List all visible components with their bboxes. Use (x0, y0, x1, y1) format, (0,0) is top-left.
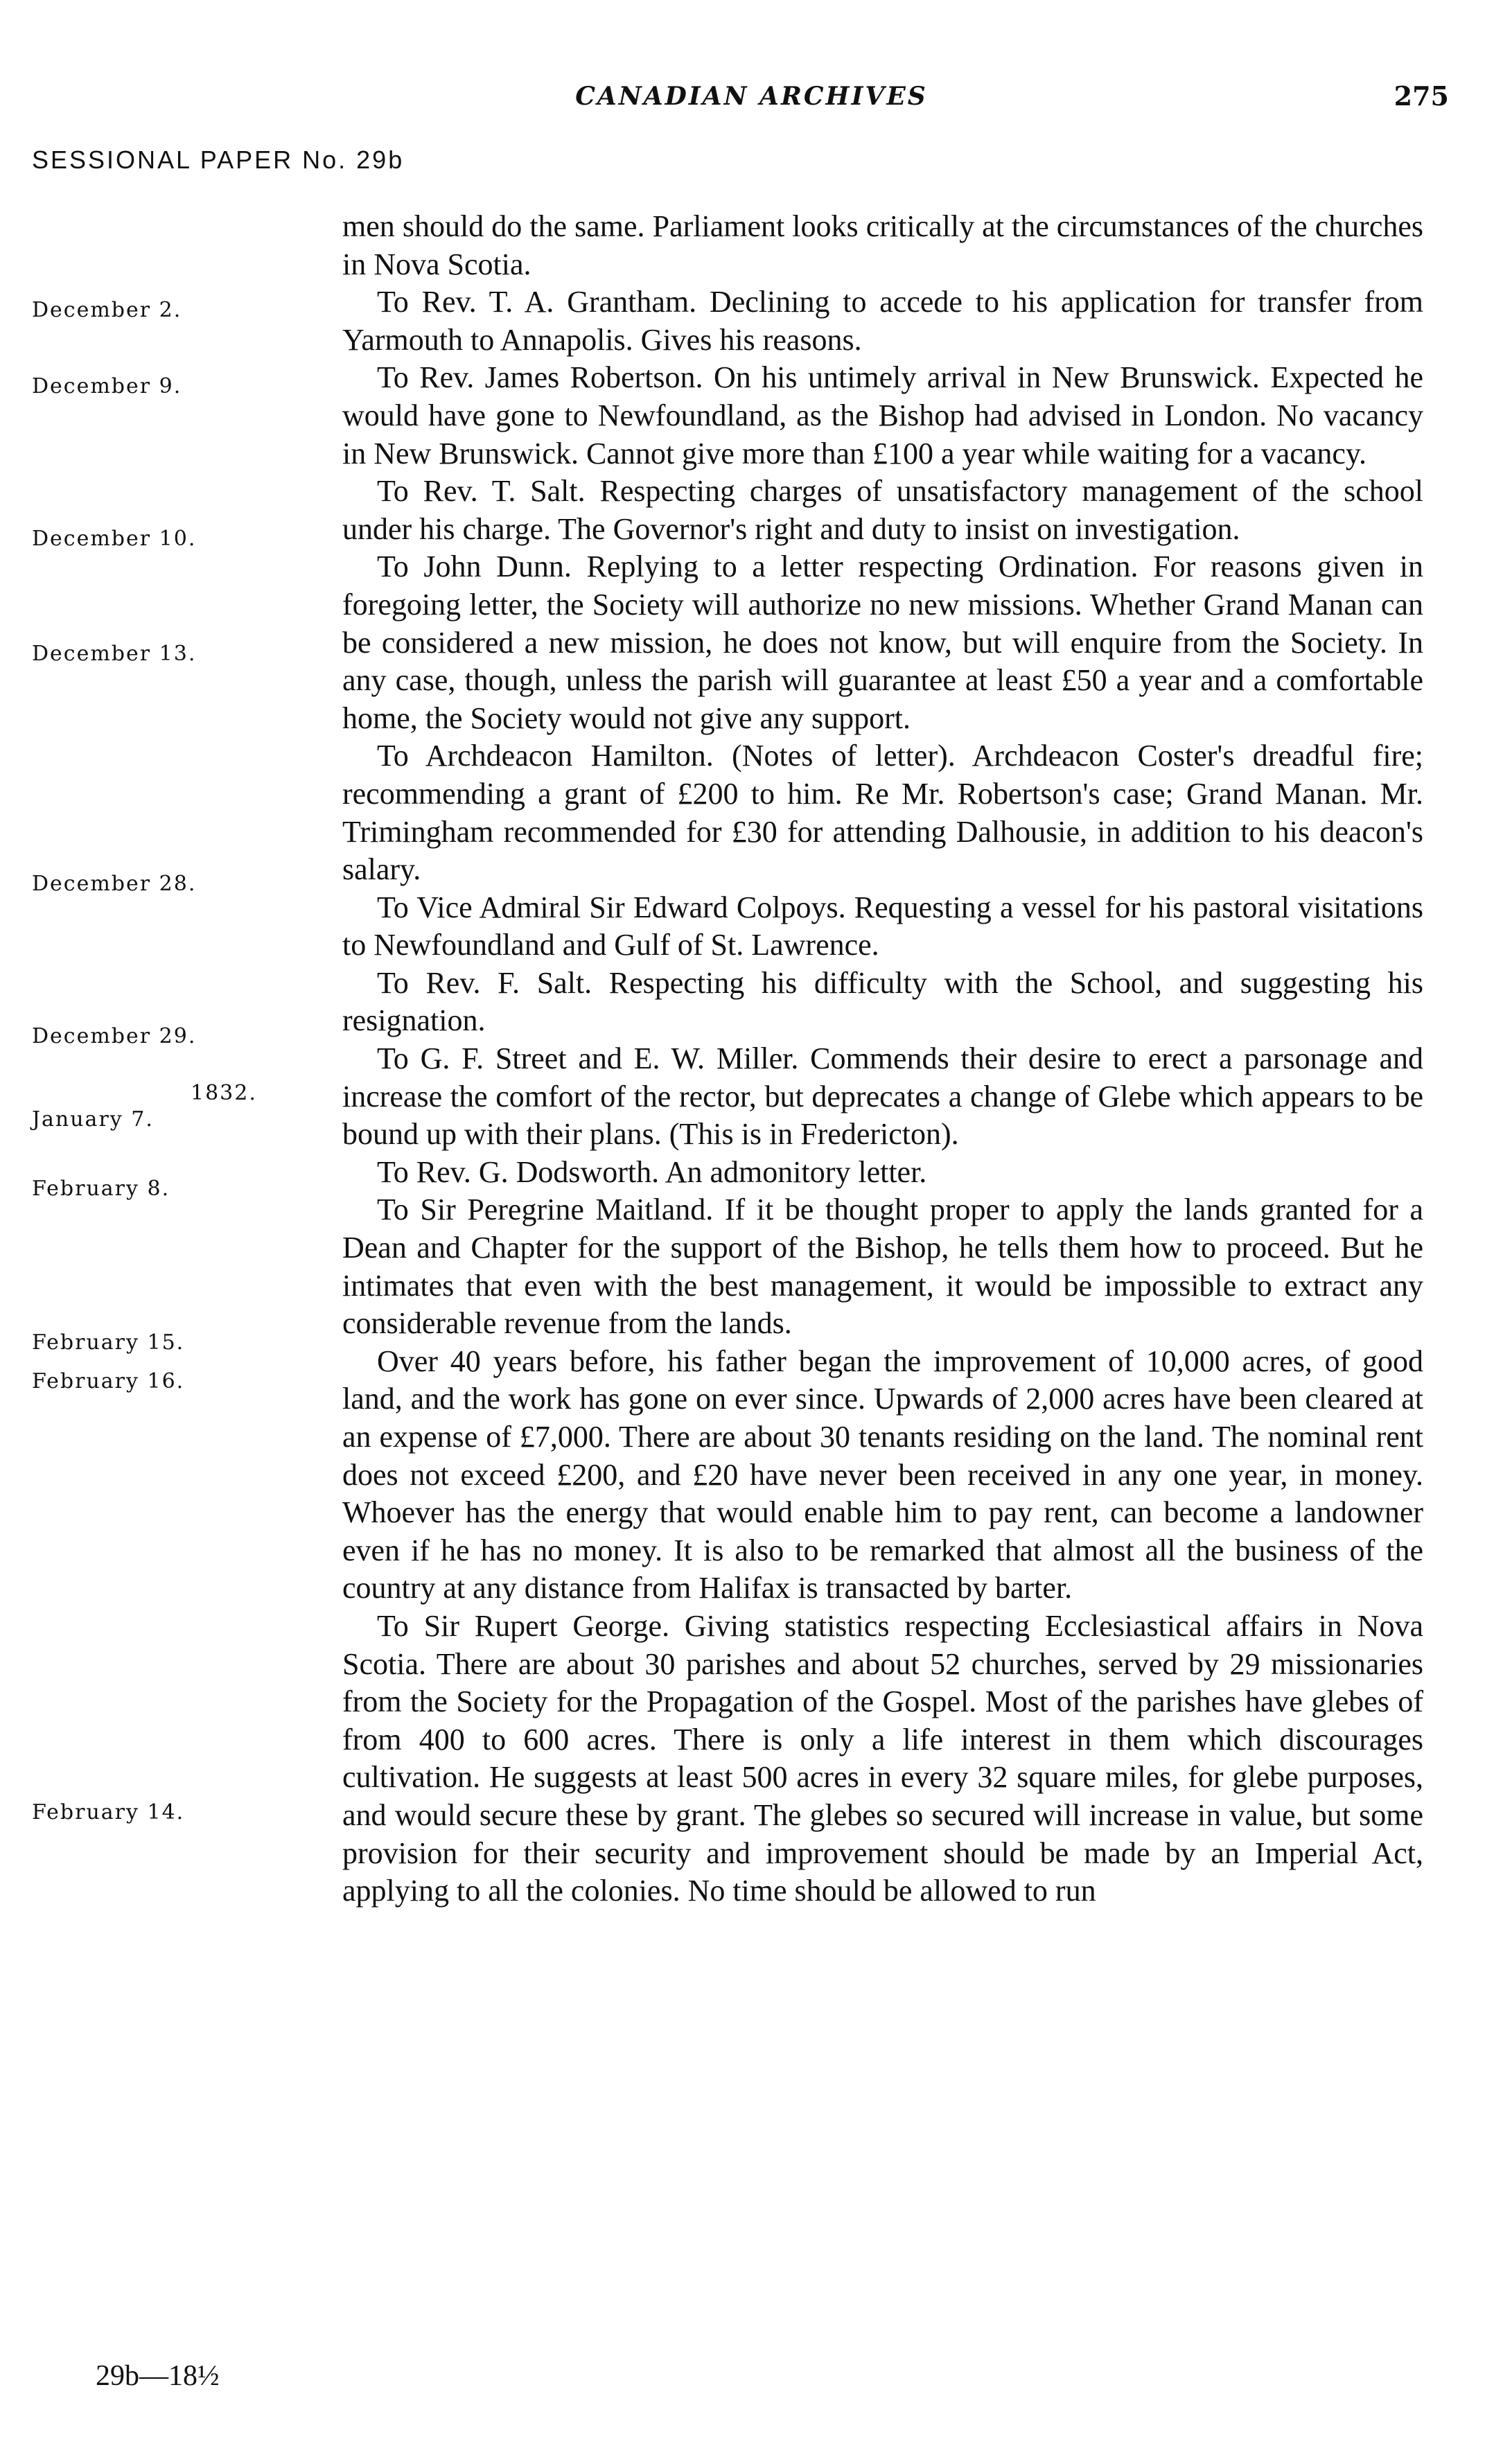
entry-paragraph: To Rev. G. Dodsworth. An admonitory letter. (377, 1154, 927, 1189)
margin-date: February 14. (32, 1800, 185, 1824)
entry-paragraph: To Sir Peregrine Maitland. If it be thought proper to apply the lands granted for a Dean and Chapter for the support of the Bishop, he tells them how to proceed. But he intimates that even with the best management, it would be impossible to extract any considerable revenue from the lands. (342, 1193, 1423, 1341)
entry-paragraph: To Archdeacon Hamilton. (Notes of letter). Archdeacon Coster's dreadful fire; recommending a grant of £200 to him. Re Mr. Robertson's case; Grand Manan. Mr. Trimingham recommended for £30 for attending Dalhousie, in addition to his deacon's salary. (342, 739, 1423, 887)
signature-mark: 29b—18½ (96, 2360, 220, 2392)
letter-entries (342, 208, 1423, 1910)
entry-paragraph: Over 40 years before, his father began the improvement of 10,000 acres, of good land, and the work has gone on ever since. Upwards of 2,000 acres have been cleared at an expense of £7,000. There are about 30 tenants residing on the land. The nominal rent does not exceed £200, and £20 have never been received in any one year, in money. Whoever has the energy that would enable him to pay rent, can become a landowner even if he has no money. It is also to be remarked that almost all the business of the country at any distance from Halifax is transacted by barter. (342, 1344, 1423, 1605)
entry-paragraph: To Sir Rupert George. Giving statistics respecting Ecclesiastical affairs in Nova Scotia. There are about 30 parishes and about 52 churches, served by 29 missionaries from the Society for the Propagation of the Gospel. Most of the parishes have glebes of from 400 to 600 acres. There is only a life interest in them which discourages cultivation. He suggests at least 500 acres in every 32 square miles, for glebe purposes, and would secure these by grant. The glebes so secured will increase in value, but some provision for their security and improvement should be made by an Imperial Act, applying to all the colonies. No time should be allowed to run (342, 1608, 1423, 1908)
margin-date: February 16. (32, 1369, 185, 1393)
margin-date: February 15. (32, 1330, 185, 1355)
margin-date: February 8. (32, 1177, 170, 1201)
margin-date: December 13. (32, 642, 197, 666)
entry-paragraph: To Rev. T. A. Grantham. Declining to accede to his application for transfer from Yarmouth to Annapolis. Gives his reasons. (342, 285, 1423, 357)
entry-paragraph: men should do the same. Parliament looks critically at the circumstances of the churches in Nova Scotia. (342, 209, 1423, 281)
margin-date: December 10. (32, 527, 197, 551)
entry-paragraph: To Rev. F. Salt. Respecting his difficulty with the School, and suggesting his resignation. (342, 965, 1423, 1038)
margin-date: January 7. (32, 1107, 154, 1132)
margin-date: December 28. (32, 872, 197, 896)
margin-date: December 2. (32, 298, 182, 322)
margin-date: December 9. (32, 374, 182, 398)
running-head: CANADIAN ARCHIVES (575, 82, 928, 111)
sessional-paper-label: SESSIONAL PAPER No. 29b (32, 146, 405, 174)
entry-paragraph: To G. F. Street and E. W. Miller. Commends their desire to erect a parsonage and increase the comfort of the rector, but deprecates a change of Glebe which appears to be bound up with their plans. (This is in Fredericton). (342, 1041, 1423, 1152)
page-number: 275 (1394, 80, 1449, 112)
entry-paragraph: To Rev. T. Salt. Respecting charges of unsatisfactory management of the school under his charge. The Governor's right and duty to insist on investigation. (342, 474, 1423, 546)
margin-date: December 29. (32, 1024, 197, 1048)
entry-paragraph: To John Dunn. Replying to a letter respecting Ordination. For reasons given in foregoing letter, the Society will authorize no new missions. Whether Grand Manan can be considered a new mission, he does not know, but will enquire from the Society. In any case, though, unless the parish will guarantee at least £50 a year and a comfortable home, the Society would not give any support. (342, 549, 1423, 735)
margin-date-year: 1832. (191, 1081, 257, 1105)
entry-paragraph: To Vice Admiral Sir Edward Colpoys. Requesting a vessel for his pastoral visitations to Newfoundland and Gulf of St. Lawrence. (342, 890, 1423, 962)
entry-paragraph: To Rev. James Robertson. On his untimely arrival in New Brunswick. Expected he would have gone to Newfoundland, as the Bishop had advised in London. No vacancy in New Brunswick. Cannot give more than £100 a year while waiting for a vacancy. (342, 360, 1423, 470)
